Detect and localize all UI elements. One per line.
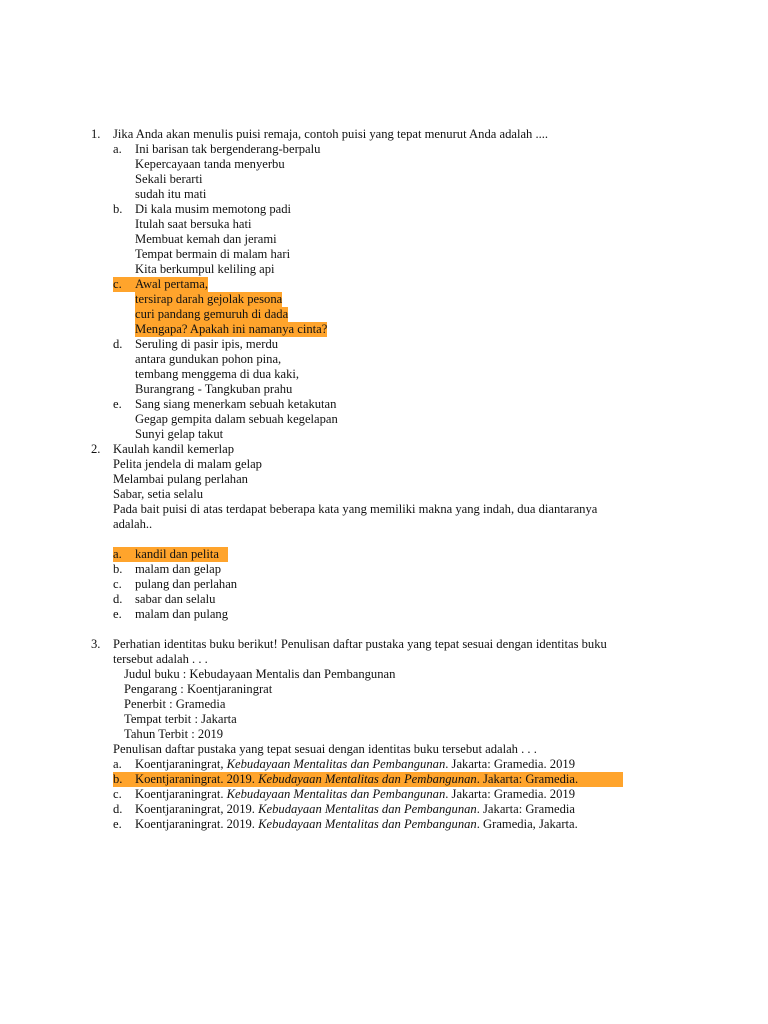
option-text: malam dan gelap xyxy=(135,562,222,576)
poem-line: Itulah saat bersuka hati xyxy=(135,217,252,231)
book-identity-line: Penerbit : Gramedia xyxy=(124,697,226,711)
citation-option: Koentjaraningrat, 2019. Kebudayaan Mentalitas dan Pembangunan. Jakarta: Gramedia xyxy=(135,802,575,816)
option-letter: d. xyxy=(113,802,123,816)
question-number: 3. xyxy=(91,637,101,651)
book-identity-line: Tahun Terbit : 2019 xyxy=(124,727,224,741)
poem-line: antara gundukan pohon pina, xyxy=(135,352,282,366)
option-text: kandil dan pelita xyxy=(135,547,219,561)
poem-line: Tempat bermain di malam hari xyxy=(135,247,291,261)
poem-line: Sabar, setia selalu xyxy=(113,487,204,501)
poem-line: Kaulah kandil kemerlap xyxy=(113,442,234,456)
question-text: Pada bait puisi di atas terdapat beberapa kata yang memiliki makna yang indah, dua diantaranya xyxy=(113,502,598,516)
poem-line: Sunyi gelap takut xyxy=(135,427,224,441)
poem-line: Gegap gempita dalam sebuah kegelapan xyxy=(135,412,338,426)
option-letter: e. xyxy=(113,817,122,831)
poem-line: Seruling di pasir ipis, merdu xyxy=(135,337,279,351)
option-text: malam dan pulang xyxy=(135,607,229,621)
poem-line: Pelita jendela di malam gelap xyxy=(113,457,262,471)
option-letter: d. xyxy=(113,337,123,351)
book-identity-line: Tempat terbit : Jakarta xyxy=(124,712,237,726)
option-letter: c. xyxy=(113,787,122,801)
option-letter: b. xyxy=(113,202,123,216)
poem-line: tembang menggema di dua kaki, xyxy=(135,367,300,381)
citation-option: Koentjaraningrat. 2019. Kebudayaan Mentalitas dan Pembangunan. Jakarta: Gramedia. xyxy=(135,772,579,786)
option-text: pulang dan perlahan xyxy=(135,577,238,591)
option-text: sabar dan selalu xyxy=(135,592,216,606)
citation-option: Koentjaraningrat. 2019. Kebudayaan Mentalitas dan Pembangunan. Gramedia, Jakarta. xyxy=(135,817,578,831)
question-number: 1. xyxy=(91,127,101,141)
question-text: Jika Anda akan menulis puisi remaja, contoh puisi yang tepat menurut Anda adalah .... xyxy=(113,127,549,141)
book-identity-line: Judul buku : Kebudayaan Mentalis dan Pembangunan xyxy=(124,667,396,681)
option-letter: a. xyxy=(113,757,122,771)
question-text: Perhatian identitas buku berikut! Penulisan daftar pustaka yang tepat sesuai dengan identitas buku xyxy=(113,637,607,651)
question-number: 2. xyxy=(91,442,101,456)
question-text: tersebut adalah . . . xyxy=(113,652,208,666)
option-letter: e. xyxy=(113,397,122,411)
option-letter: c. xyxy=(113,577,122,591)
poem-line: sudah itu mati xyxy=(135,187,207,201)
poem-line: Sekali berarti xyxy=(135,172,203,186)
option-letter: d. xyxy=(113,592,123,606)
poem-line: Melambai pulang perlahan xyxy=(113,472,248,486)
option-letter: a. xyxy=(113,142,122,156)
poem-line: Mengapa? Apakah ini namanya cinta? xyxy=(135,322,328,336)
question-text: adalah.. xyxy=(113,517,153,531)
option-letter: c. xyxy=(113,277,122,291)
option-letter: b. xyxy=(113,772,123,786)
citation-option: Koentjaraningrat, Kebudayaan Mentalitas dan Pembangunan. Jakarta: Gramedia. 2019 xyxy=(135,757,575,771)
poem-line: Awal pertama, xyxy=(135,277,208,291)
poem-line: Kepercayaan tanda menyerbu xyxy=(135,157,285,171)
question-prompt: Penulisan daftar pustaka yang tepat sesuai dengan identitas buku tersebut adalah . . . xyxy=(113,742,537,756)
option-letter: b. xyxy=(113,562,123,576)
poem-line: curi pandang gemuruh di dada xyxy=(135,307,289,321)
poem-line: Burangrang - Tangkuban prahu xyxy=(135,382,293,396)
poem-line: Membuat kemah dan jerami xyxy=(135,232,277,246)
poem-line: tersirap darah gejolak pesona xyxy=(135,292,283,306)
poem-line: Di kala musim memotong padi xyxy=(135,202,292,216)
book-identity-line: Pengarang : Koentjaraningrat xyxy=(124,682,273,696)
option-letter: a. xyxy=(113,547,122,561)
poem-line: Kita berkumpul keliling api xyxy=(135,262,275,276)
option-letter: e. xyxy=(113,607,122,621)
citation-option: Koentjaraningrat. Kebudayaan Mentalitas dan Pembangunan. Jakarta: Gramedia. 2019 xyxy=(135,787,575,801)
poem-line: Sang siang menerkam sebuah ketakutan xyxy=(135,397,337,411)
poem-line: Ini barisan tak bergenderang-berpalu xyxy=(135,142,321,156)
